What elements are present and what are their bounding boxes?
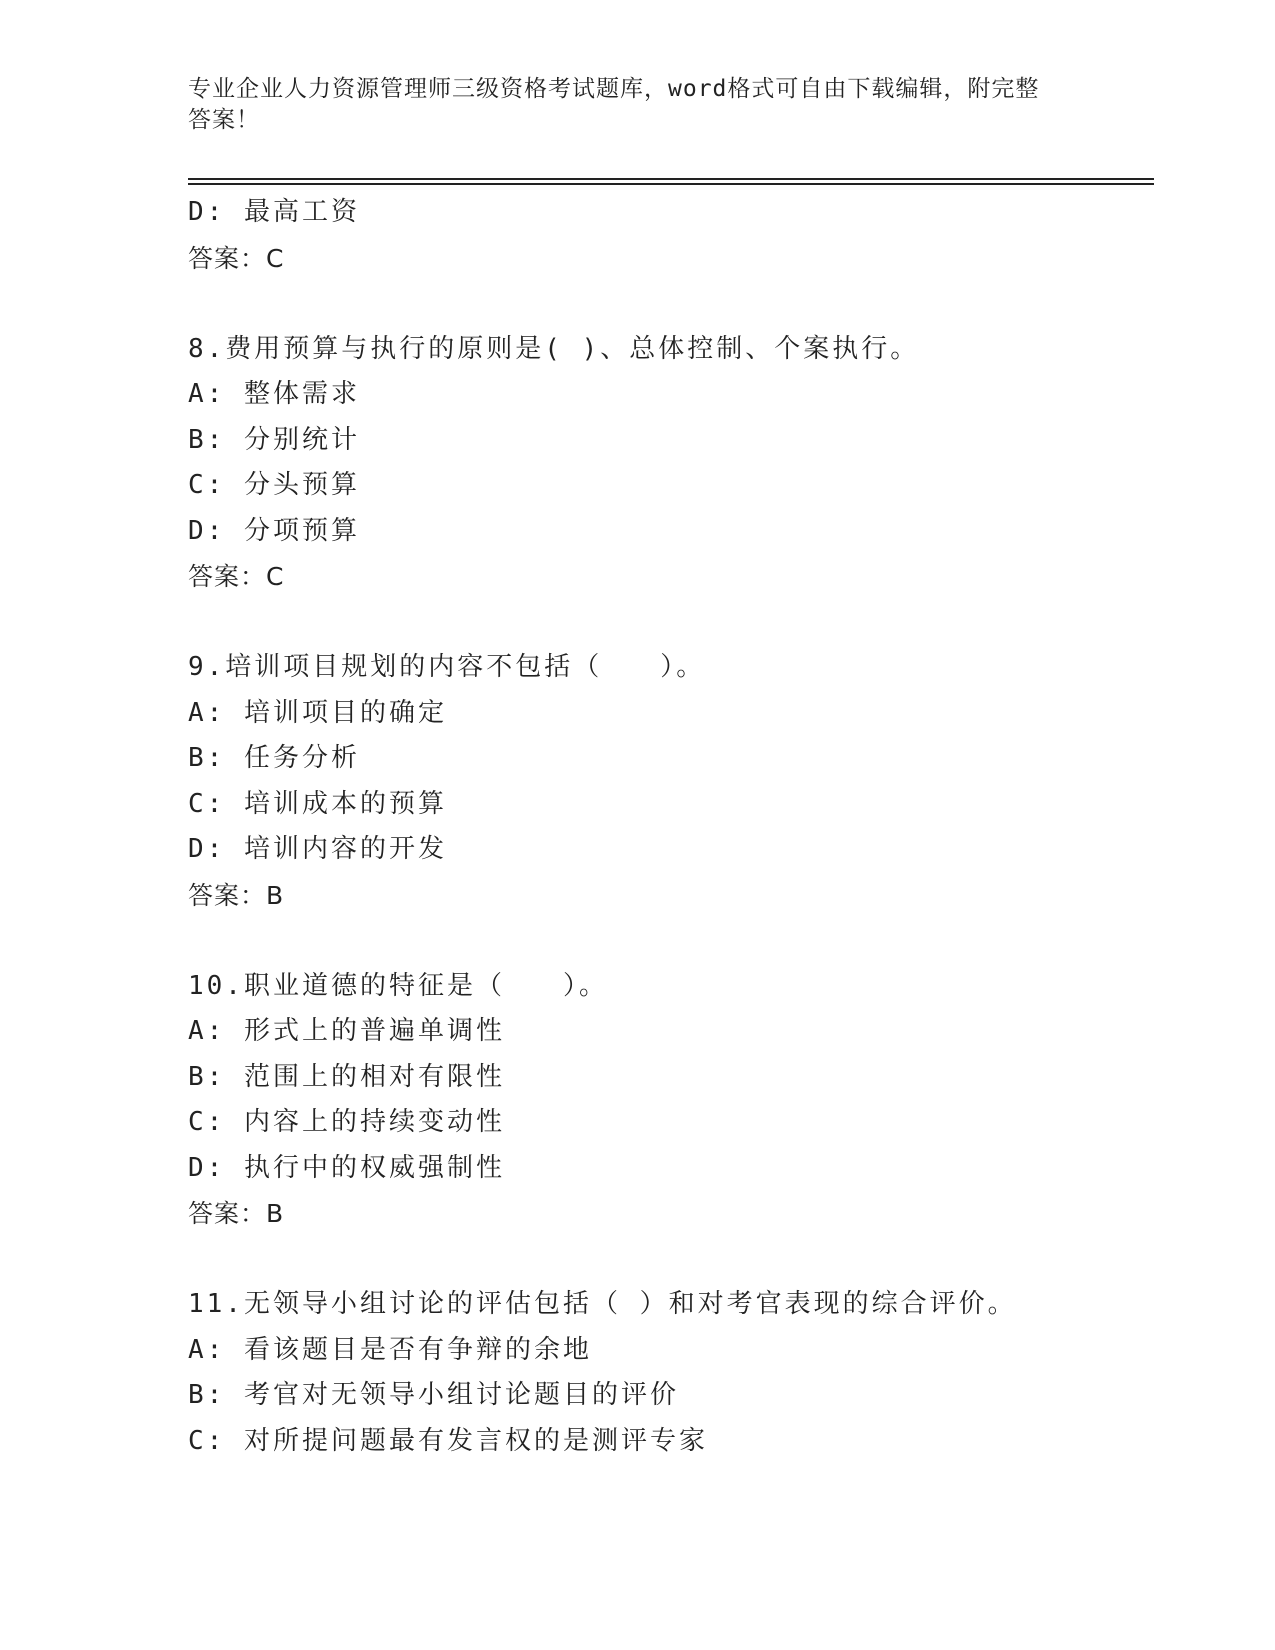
spacer (188, 281, 1148, 327)
option-c: C: 内容上的持续变动性 (188, 1107, 505, 1137)
option-b: B: 任务分析 (188, 743, 360, 773)
question-stem: 8.费用预算与执行的原则是( )、总体控制、个案执行。 (188, 333, 920, 364)
option-a: A: 整体需求 (188, 379, 360, 409)
option-c: C: 对所提问题最有发言权的是测评专家 (188, 1425, 708, 1456)
option-b: B: 考官对无领导小组讨论题目的评价 (188, 1380, 679, 1410)
question-stem: 11.无领导小组讨论的评估包括（ ）和对考官表现的综合评价。 (188, 1289, 1017, 1319)
option-d: D: 最高工资 (188, 197, 360, 227)
option-c: C: 分头预算 (188, 470, 360, 500)
option-a: A: 看该题目是否有争辩的余地 (188, 1334, 592, 1365)
header-line-1: 专业企业人力资源管理师三级资格考试题库，word格式可自由下载编辑，附完整 (188, 76, 1040, 102)
spacer (188, 600, 1148, 646)
answer-line: 答案：B (188, 880, 285, 910)
question-stem: 9.培训项目规划的内容不包括（ ）。 (188, 652, 706, 682)
question-content (188, 190, 1148, 1464)
option-d: D: 培训内容的开发 (188, 834, 447, 864)
option-b: B: 分别统计 (188, 424, 360, 455)
option-c: C: 培训成本的预算 (188, 788, 447, 819)
question-11 (188, 1282, 1148, 1464)
answer-line: 答案：C (188, 243, 285, 273)
spacer (188, 918, 1148, 964)
option-a: A: 培训项目的确定 (188, 697, 447, 728)
header-rule-bottom (188, 183, 1154, 185)
option-a: A: 形式上的普遍单调性 (188, 1016, 505, 1046)
question-stem: 10.职业道德的特征是（ ）。 (188, 970, 608, 1001)
page-header (188, 74, 1088, 136)
answer-line: 答案：B (188, 1199, 285, 1228)
header-rule-top (188, 178, 1154, 180)
spacer (188, 1237, 1148, 1283)
header-line-2: 答案！ (188, 107, 260, 133)
option-b: B: 范围上的相对有限性 (188, 1061, 505, 1092)
question-10 (188, 964, 1148, 1237)
question-8 (188, 327, 1148, 600)
question-7-tail (188, 190, 1148, 281)
option-d: D: 执行中的权威强制性 (188, 1152, 505, 1183)
option-d: D: 分项预算 (188, 515, 360, 546)
answer-line: 答案：C (188, 562, 285, 591)
question-9 (188, 645, 1148, 918)
